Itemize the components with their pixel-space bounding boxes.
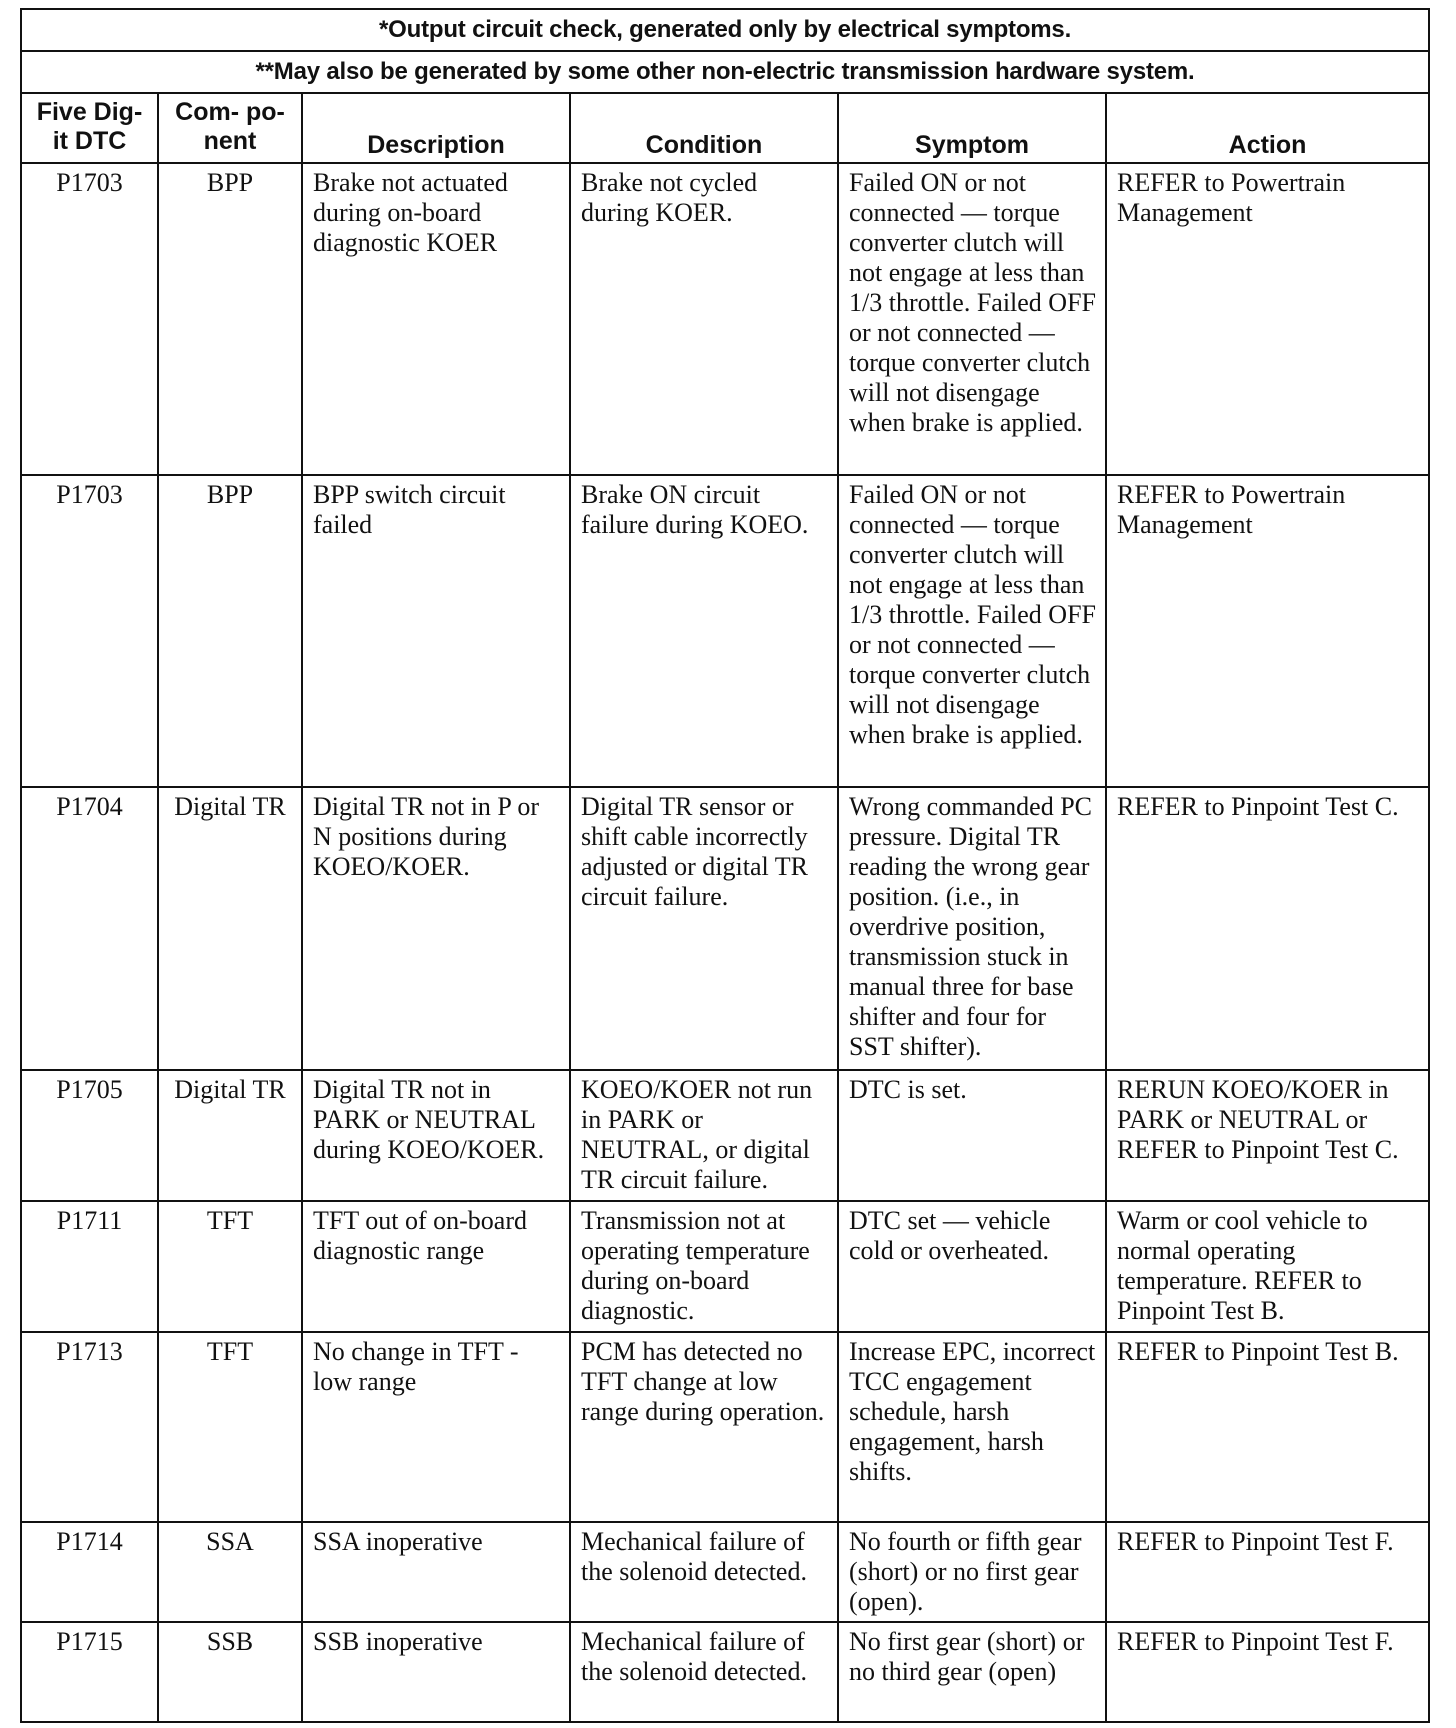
condition: Mechanical failure of the solenoid detected. — [570, 1622, 838, 1722]
component: TFT — [158, 1201, 302, 1332]
column-header-symptom: Symptom — [838, 93, 1106, 163]
banner-row — [21, 51, 1429, 93]
column-header-component: Com- po- nent — [158, 93, 302, 163]
action: REFER to Powertrain Management — [1106, 475, 1429, 787]
table-row — [21, 475, 1429, 787]
banner-output-circuit-check: *Output circuit check, generated only by electrical symptoms. — [21, 9, 1429, 51]
component: BPP — [158, 475, 302, 787]
action: REFER to Powertrain Management — [1106, 163, 1429, 475]
table-row — [21, 1622, 1429, 1722]
description: BPP switch circuit failed — [302, 475, 570, 787]
dtc-code: P1711 — [21, 1201, 158, 1332]
column-header-condition: Condition — [570, 93, 838, 163]
action: Warm or cool vehicle to normal operating temperature. REFER to Pinpoint Test B. — [1106, 1201, 1429, 1332]
condition: Brake not cycled during KOER. — [570, 163, 838, 475]
condition: Transmission not at operating temperature during on-board diagnostic. — [570, 1201, 838, 1332]
symptom: No first gear (short) or no third gear (open) — [838, 1622, 1106, 1722]
symptom: DTC is set. — [838, 1070, 1106, 1201]
dtc-code: P1715 — [21, 1622, 158, 1722]
column-header-dtc: Five Dig- it DTC — [21, 93, 158, 163]
description: Digital TR not in PARK or NEUTRAL during KOEO/KOER. — [302, 1070, 570, 1201]
dtc-table — [20, 8, 1430, 1723]
symptom: DTC set — vehicle cold or overheated. — [838, 1201, 1106, 1332]
symptom: Wrong commanded PC pressure. Digital TR reading the wrong gear position. (i.e., in overdrive position, transmission stuck in manual three for base shifter and four for SST shifter). — [838, 787, 1106, 1070]
description: Brake not actuated during on-board diagnostic KOER — [302, 163, 570, 475]
action: REFER to Pinpoint Test B. — [1106, 1332, 1429, 1522]
table-row — [21, 1332, 1429, 1522]
dtc-code: P1713 — [21, 1332, 158, 1522]
banner-non-electric-hardware: **May also be generated by some other non-electric transmission hardware system. — [21, 51, 1429, 93]
symptom: Increase EPC, incorrect TCC engagement schedule, harsh engagement, harsh shifts. — [838, 1332, 1106, 1522]
banner-row — [21, 9, 1429, 51]
dtc-code: P1704 — [21, 787, 158, 1070]
description: Digital TR not in P or N positions during KOEO/KOER. — [302, 787, 570, 1070]
table-row — [21, 787, 1429, 1070]
table-row — [21, 1201, 1429, 1332]
component: TFT — [158, 1332, 302, 1522]
dtc-code: P1703 — [21, 475, 158, 787]
component: BPP — [158, 163, 302, 475]
description: TFT out of on-board diagnostic range — [302, 1201, 570, 1332]
table-row — [21, 163, 1429, 475]
component: Digital TR — [158, 787, 302, 1070]
description: SSB inoperative — [302, 1622, 570, 1722]
component: SSB — [158, 1622, 302, 1722]
description: No change in TFT - low range — [302, 1332, 570, 1522]
condition: Brake ON circuit failure during KOEO. — [570, 475, 838, 787]
table-row — [21, 1522, 1429, 1622]
condition: PCM has detected no TFT change at low range during operation. — [570, 1332, 838, 1522]
table-row — [21, 1070, 1429, 1201]
symptom: Failed ON or not connected — torque converter clutch will not engage at less than 1/3 throttle. Failed OFF or not connected — torque converter clutch will not disengage when brake is applied. — [838, 163, 1106, 475]
dtc-code: P1714 — [21, 1522, 158, 1622]
column-header-description: Description — [302, 93, 570, 163]
component: SSA — [158, 1522, 302, 1622]
column-header-action: Action — [1106, 93, 1429, 163]
condition: Digital TR sensor or shift cable incorrectly adjusted or digital TR circuit failure. — [570, 787, 838, 1070]
column-header-row — [21, 93, 1429, 163]
condition: Mechanical failure of the solenoid detected. — [570, 1522, 838, 1622]
dtc-code: P1703 — [21, 163, 158, 475]
action: REFER to Pinpoint Test F. — [1106, 1522, 1429, 1622]
dtc-code: P1705 — [21, 1070, 158, 1201]
symptom: Failed ON or not connected — torque converter clutch will not engage at less than 1/3 throttle. Failed OFF or not connected — torque converter clutch will not disengage when brake is applied. — [838, 475, 1106, 787]
action: REFER to Pinpoint Test C. — [1106, 787, 1429, 1070]
condition: KOEO/KOER not run in PARK or NEUTRAL, or digital TR circuit failure. — [570, 1070, 838, 1201]
component: Digital TR — [158, 1070, 302, 1201]
action: REFER to Pinpoint Test F. — [1106, 1622, 1429, 1722]
action: RERUN KOEO/KOER in PARK or NEUTRAL or REFER to Pinpoint Test C. — [1106, 1070, 1429, 1201]
symptom: No fourth or fifth gear (short) or no first gear (open). — [838, 1522, 1106, 1622]
description: SSA inoperative — [302, 1522, 570, 1622]
